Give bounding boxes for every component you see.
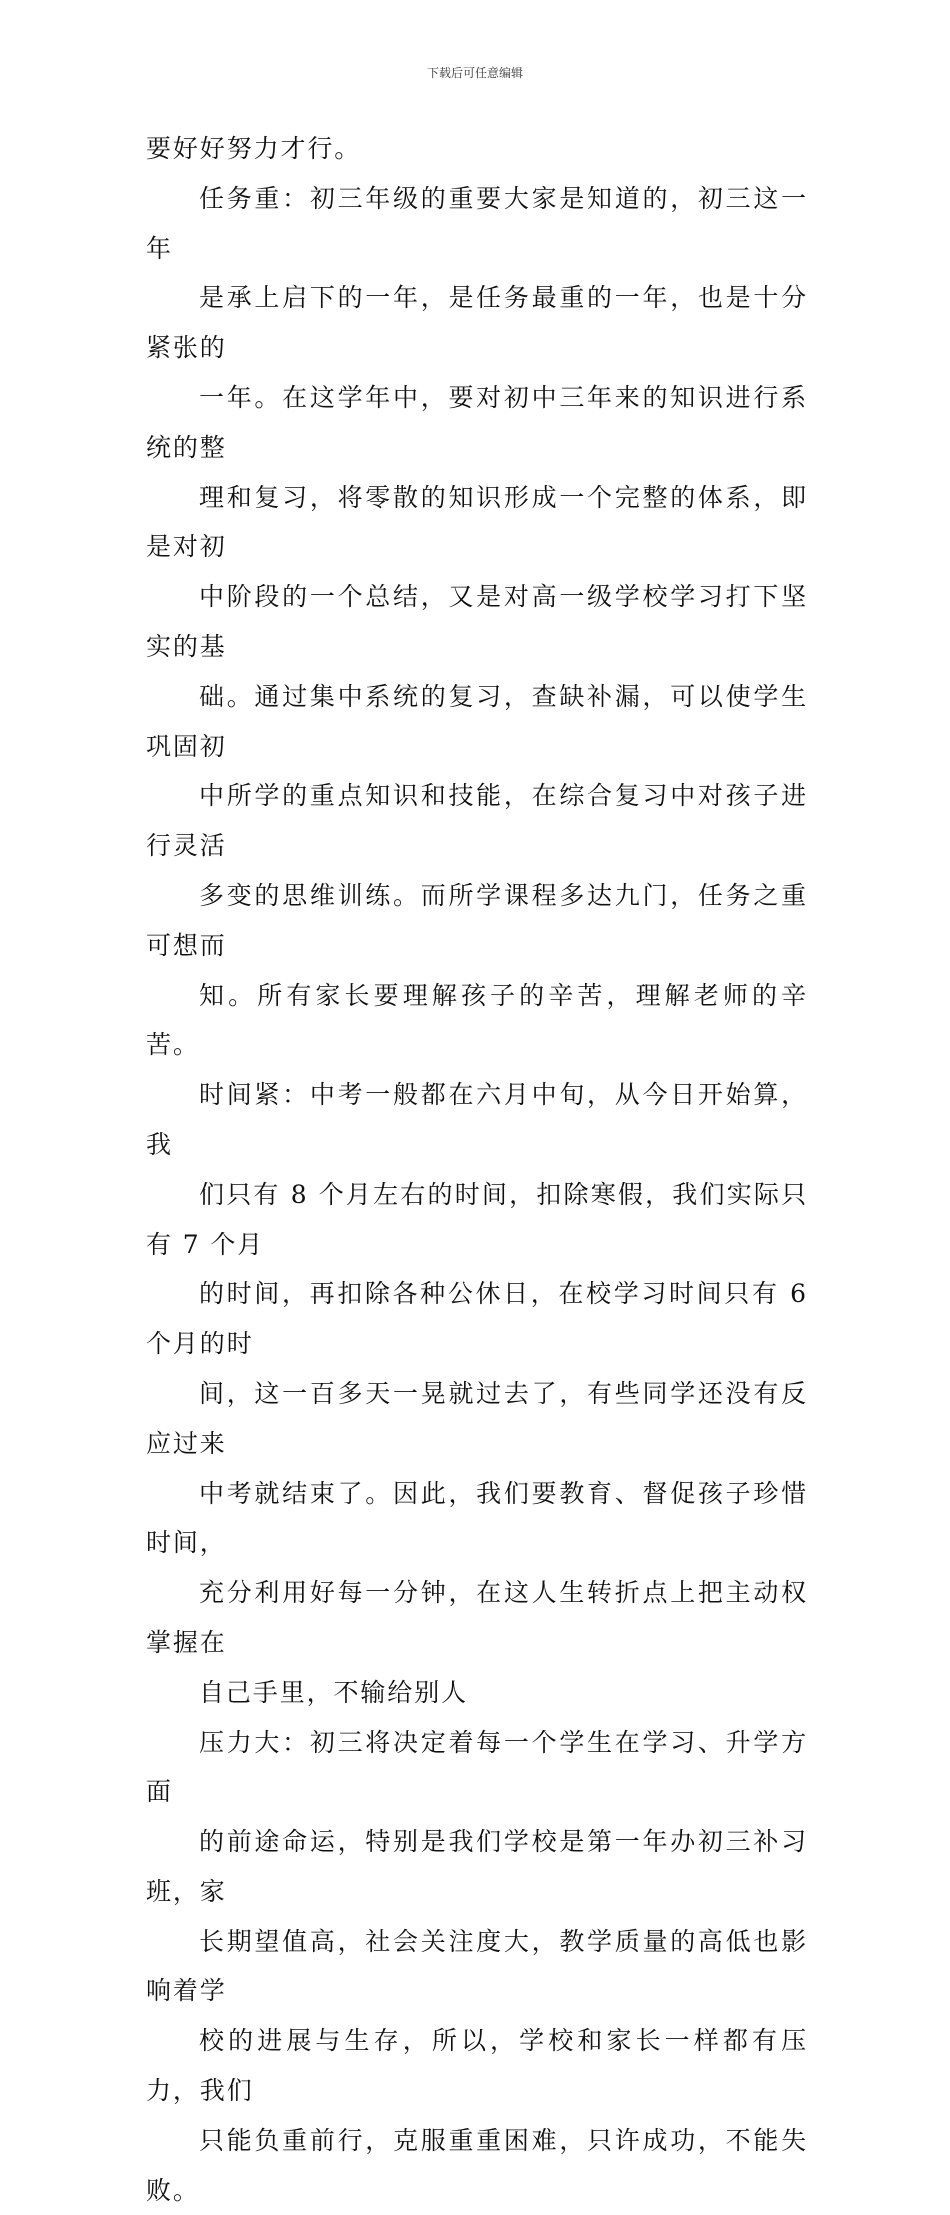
text-line: 理和复习，将零散的知识形成一个完整的体系，即是对初 bbox=[146, 473, 808, 573]
text-line: 的时间，再扣除各种公休日，在校学习时间只有 6 个月的时 bbox=[146, 1269, 808, 1369]
text-line: 充分利用好每一分钟，在这人生转折点上把主动权掌握在 bbox=[146, 1568, 808, 1668]
text-line: 们只有 8 个月左右的时间，扣除寒假，我们实际只有 7 个月 bbox=[146, 1170, 808, 1270]
text-line: 只能负重前行，克服重重困难，只许成功，不能失败。 bbox=[146, 2116, 808, 2215]
text-line: 一年。在这学年中，要对初中三年来的知识进行系统的整 bbox=[146, 373, 808, 473]
paragraph-pressure-high bbox=[146, 1718, 808, 2215]
text-line: 中考就结束了。因此，我们要教育、督促孩子珍惜时间， bbox=[146, 1469, 808, 1569]
page-header: 下载后可任意编辑 bbox=[0, 64, 950, 82]
text-line: 中阶段的一个总结，又是对高一级学校学习打下坚实的基 bbox=[146, 572, 808, 672]
text-line: 是承上启下的一年，是任务最重的一年，也是十分紧张的 bbox=[146, 273, 808, 373]
paragraph-continuation bbox=[146, 124, 808, 174]
text-line: 自己手里，不输给别人 bbox=[146, 1668, 808, 1718]
text-line: 时间紧：中考一般都在六月中旬，从今日开始算，我 bbox=[146, 1070, 808, 1170]
text-line: 要好好努力才行。 bbox=[146, 124, 808, 174]
text-line: 多变的思维训练。而所学课程多达九门，任务之重可想而 bbox=[146, 871, 808, 971]
text-line: 中所学的重点知识和技能，在综合复习中对孩子进行灵活 bbox=[146, 771, 808, 871]
document-body bbox=[146, 124, 808, 2215]
text-line: 校的进展与生存，所以，学校和家长一样都有压力，我们 bbox=[146, 2016, 808, 2116]
text-line: 知。所有家长要理解孩子的辛苦，理解老师的辛苦。 bbox=[146, 971, 808, 1071]
text-line: 间，这一百多天一晃就过去了，有些同学还没有反应过来 bbox=[146, 1369, 808, 1469]
paragraph-time-tight bbox=[146, 1070, 808, 1717]
text-line: 任务重：初三年级的重要大家是知道的，初三这一年 bbox=[146, 174, 808, 274]
text-line: 础。通过集中系统的复习，查缺补漏，可以使学生巩固初 bbox=[146, 672, 808, 772]
text-line: 的前途命运，特别是我们学校是第一年办初三补习班，家 bbox=[146, 1817, 808, 1917]
text-line: 压力大：初三将决定着每一个学生在学习、升学方面 bbox=[146, 1718, 808, 1818]
paragraph-task-heavy bbox=[146, 174, 808, 1070]
text-line: 长期望值高，社会关注度大，教学质量的高低也影响着学 bbox=[146, 1917, 808, 2017]
